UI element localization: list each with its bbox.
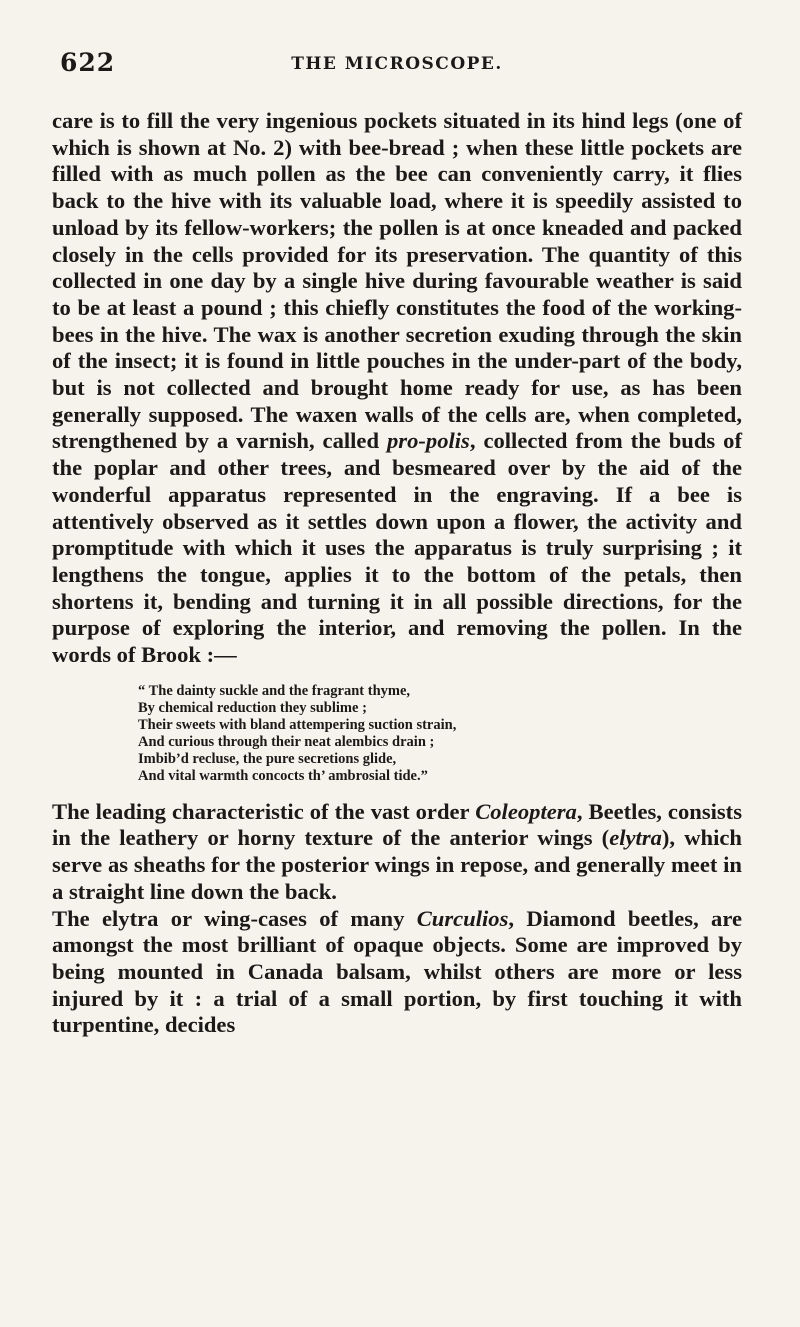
paragraph-bees <box>52 108 742 669</box>
propolis-term: pro-polis <box>386 428 470 454</box>
paragraph-bees-text-b: , collected from the buds of the poplar and other trees, and besmeared over by the aid of the wonderful apparatus represented in the engraving. If a bee is attentively observed as it settles down upon a flower, the activity and promptitude with which it uses the apparatus is truly surprising ; it lengthens the tongue, applies it to the bottom of the petals, then shortens it, bending and turning it in all possible directions, for the purpose of exploring the interior, and removing the pollen. In the words of Brook :— <box>52 428 743 668</box>
paragraph-coleoptera <box>52 799 742 906</box>
paragraph-elytra-text-a: The elytra or wing-cases of many <box>52 905 417 931</box>
paragraph-coleoptera-text-b: , Beetles, consists in the leathery or horny texture of the anterior wings ( <box>52 798 743 851</box>
poem-line: And curious through their neat alembics drain ; <box>138 733 435 750</box>
poem-line: Imbib’d recluse, the pure secretions glide, <box>138 750 397 767</box>
poem-line: And vital warmth concocts th’ ambrosial tide.” <box>138 767 428 784</box>
paragraph-bees-text-a: care is to fill the very ingenious pockets situated in its hind legs (one of which is shown at No. 2) with bee-bread ; when these little pockets are filled with as much pollen as the bee can conveniently carry, it flies back to the hive with its valuable load, where it is speedily assisted to unload by its fellow-workers; the pollen is at once kneaded and packed closely in the cells provided for its preservation. The quantity of this collected in one day by a single hive during favourable weather is said to be at least a pound ; this chiefly constitutes the food of the working-bees in the hive. The wax is another secretion exuding through the skin of the insect; it is found in little pouches in the under-part of the body, but is not collected and brought home ready for use, as has been generally supposed. The waxen walls of the cells are, when completed, strengthened by a varnish, called <box>52 108 742 454</box>
paragraph-coleoptera-text-a: The leading characteristic of the vast order <box>52 798 476 824</box>
running-head: THE MICROSCOPE. <box>291 54 503 74</box>
body-text <box>52 108 742 1039</box>
paragraph-elytra-text-b: , Diamond beetles, are amongst the most brilliant of opaque objects. Some are improved by being mounted in Canada balsam, whilst others are more or less injured by it : a trial of a small portion, by first touching it with turpentine, decides <box>52 905 742 1038</box>
poem-line: “ The dainty suckle and the fragrant thyme, <box>138 682 411 699</box>
poem-line: Their sweets with bland attempering suction strain, <box>138 716 457 733</box>
coleoptera-term: Coleoptera <box>475 798 577 824</box>
book-page <box>52 48 742 1039</box>
page-header <box>52 48 742 88</box>
page-number: 622 <box>60 48 116 77</box>
poem-line: By chemical reduction they sublime ; <box>138 699 367 716</box>
curculios-term: Curculios <box>416 905 509 931</box>
quoted-poem <box>138 683 742 785</box>
paragraph-elytra <box>52 906 742 1040</box>
elytra-term: elytra <box>609 825 662 851</box>
paragraph-coleoptera-text-c: ), which serve as sheaths for the posterior wings in repose, and generally meet in a straight line down the back. <box>52 825 742 904</box>
